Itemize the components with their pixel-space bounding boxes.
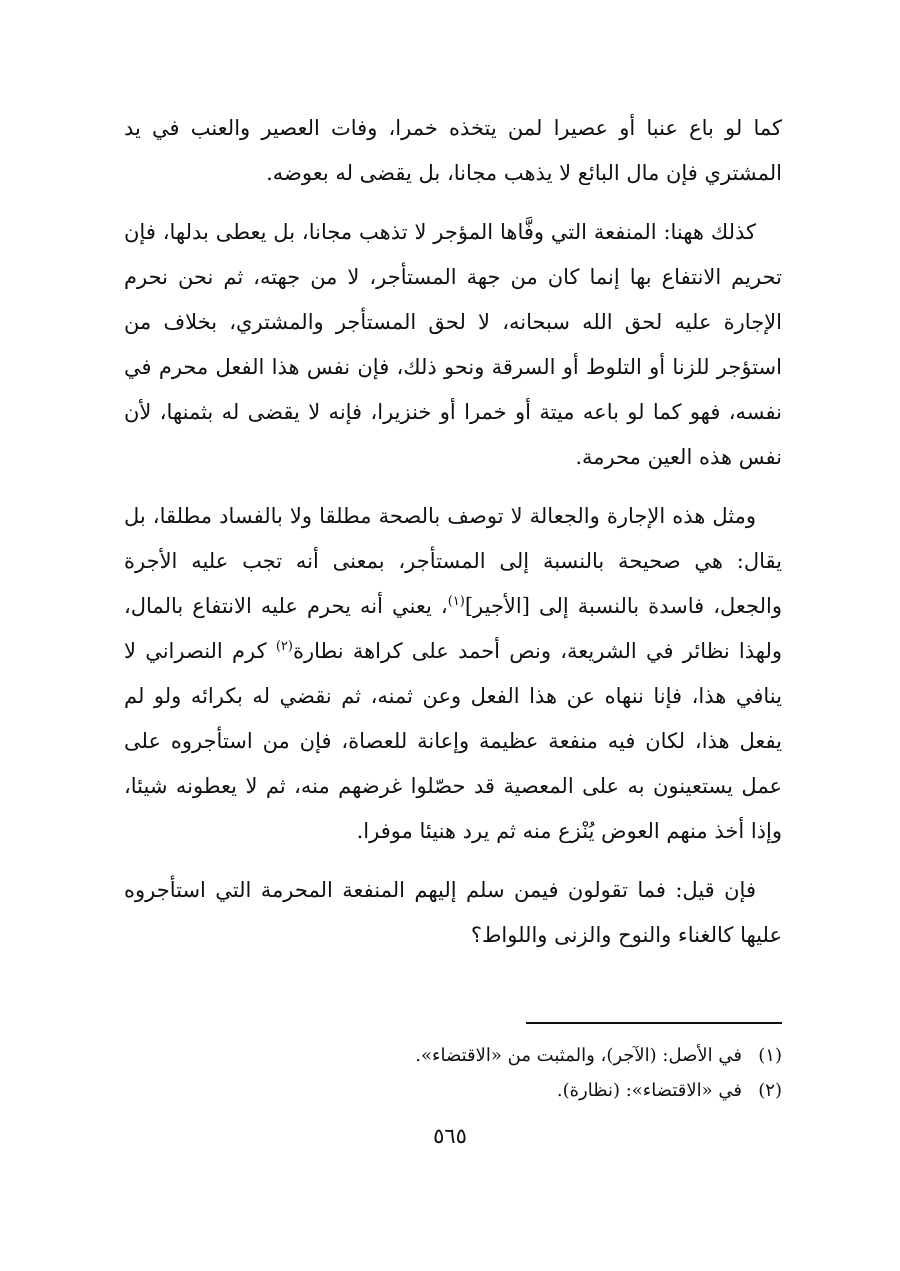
paragraph-3 xyxy=(124,494,782,854)
paragraph-3-part-c: كرم النصراني لا ينافي هذا، فإنا ننهاه عن هذا الفعل وعن ثمنه، ثم نقضي له بكرائه ولو لم يفعل هذا، لكان فيه منفعة عظيمة وإعانة للعصاة، فإن من استأجروه على عمل يستعينون به على المعصية قد حصّلوا غرضهم منه، ثم لا يعطونه شيئا، وإذا أخذ منهم العوض يُنْزع منه ثم يرد هنيئا موفرا. xyxy=(124,639,782,843)
footnote-1-number: (١) xyxy=(758,1045,782,1066)
footnote-separator xyxy=(526,1022,782,1024)
footnote-2-text: في «الاقتضاء»: (نظارة). xyxy=(556,1080,742,1101)
footnote-1 xyxy=(124,1038,782,1073)
footnote-ref-1[interactable]: (١) xyxy=(447,594,465,609)
paragraph-3-part-a: ومثل هذه الإجارة والجعالة لا توصف بالصحة مطلقا ولا بالفساد مطلقا، بل يقال: هي صحيحة بالنسبة إلى المستأجر، بمعنى أنه تجب عليه الأجرة والجعل، فاسدة بالنسبة إلى [الأجير] xyxy=(124,504,782,618)
footnote-2-number: (٢) xyxy=(758,1080,782,1101)
paragraph-2: كذلك ههنا: المنفعة التي وفَّاها المؤجر لا تذهب مجانا، بل يعطى بدلها، فإن تحريم الانتفاع بها إنما كان من جهة المستأجر، لا من جهته، ثم نحن نحرم الإجارة عليه لحق الله سبحانه، لا لحق المستأجر والمشتري، بخلاف من استؤجر للزنا أو التلوط أو السرقة ونحو ذلك، فإن نفس هذا الفعل محرم في نفسه، فهو كما لو باعه ميتة أو خمرا أو خنزيرا، فإنه لا يقضى له بثمنها، لأن نفس هذه العين محرمة. xyxy=(124,220,782,469)
page-number: ٥٦٥ xyxy=(433,1124,467,1148)
paragraph-1: كما لو باع عنبا أو عصيرا لمن يتخذه خمرا، وفات العصير والعنب في يد المشتري فإن مال البائع لا يذهب مجانا، بل يقضى له بعوضه. xyxy=(124,116,782,185)
footnote-ref-2[interactable]: (٢) xyxy=(275,639,293,654)
paragraph-3-part-b: ، يعني أنه يحرم عليه الانتفاع بالمال، ولهذا نظائر في الشريعة، ونص أحمد على كراهة نطارة xyxy=(124,594,782,663)
footnotes xyxy=(124,1038,782,1108)
main-text xyxy=(124,106,782,972)
paragraph-4: فإن قيل: فما تقولون فيمن سلم إليهم المنفعة المحرمة التي استأجروه عليها كالغناء والنوح والزنى واللواط؟ xyxy=(124,878,782,947)
footnote-2 xyxy=(124,1073,782,1108)
footnote-1-text: في الأصل: (الآجر)، والمثبت من «الاقتضاء». xyxy=(415,1045,742,1066)
